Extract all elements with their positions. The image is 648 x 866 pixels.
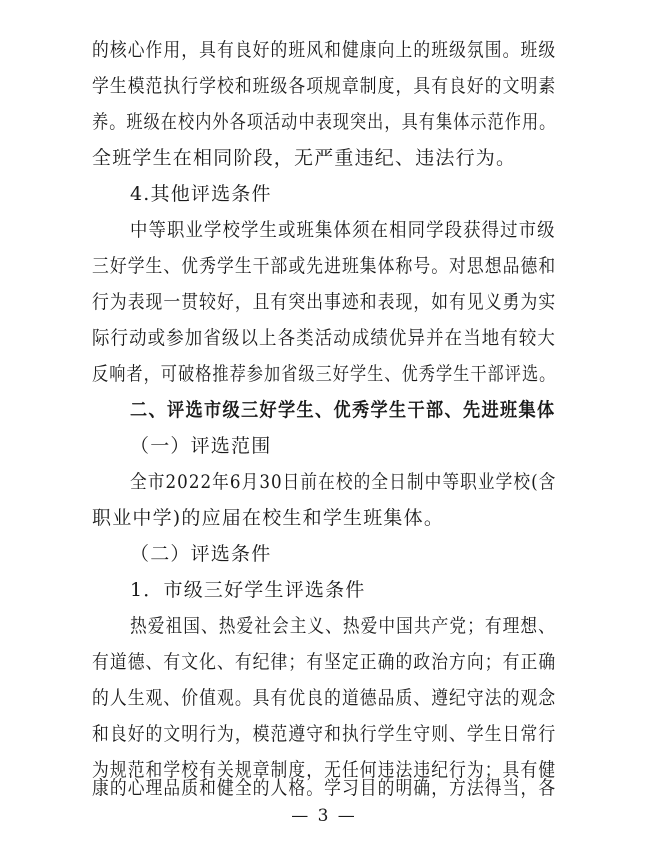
subsection-title: 4.其他评选条件 — [130, 183, 272, 205]
paragraph-start: 中等职业学校学生或班集体须在相同学段获得过市级 — [130, 219, 556, 241]
section-heading: 二、评选市级三好学生、优秀学生干部、先进班集体 — [130, 399, 556, 421]
paragraph-start: 全市2022年6月30日前在校的全日制中等职业学校(含 — [130, 471, 557, 493]
text-line: 行为表现一贯较好，且有突出事迹和表现，如有见义勇为实 — [92, 291, 557, 313]
text-line: 和良好的文明行为，模范遵守和执行学生守则、学生日常行 — [92, 723, 557, 745]
text-line: 的核心作用，具有良好的班风和健康向上的班级氛围。班级 — [92, 39, 557, 61]
text-line: 有道德、有文化、有纪律；有坚定正确的政治方向；有正确 — [92, 651, 557, 673]
subsection-title: （二）评选条件 — [130, 543, 272, 565]
text-line: 养。班级在校内外各项活动中表现突出，具有集体示范作用。 — [92, 111, 557, 133]
text-line: 的人生观、价值观。具有优良的道德品质、遵纪守法的观念 — [92, 687, 557, 709]
text-line: 际行动或参加省级以上各类活动成绩优异并在当地有较大 — [92, 327, 557, 349]
page-number: — 3 — — [291, 806, 357, 826]
text-line: 为规范和学校有关规章制度，无任何违法违纪行为；具有健 — [92, 759, 557, 781]
text-line: 三好学生、优秀学生干部或先进班集体称号。对思想品德和 — [92, 255, 557, 277]
text-line: 反响者，可破格推荐参加省级三好学生、优秀学生干部评选。 — [92, 363, 557, 385]
text-line: 学生模范执行学校和班级各项规章制度，具有良好的文明素 — [92, 75, 557, 97]
text-line: 康的心理品质和健全的人格。学习目的明确，方法得当，各 — [92, 777, 557, 799]
subsection-title: 1．市级三好学生评选条件 — [130, 579, 366, 601]
paragraph-start: 热爱祖国、热爱社会主义、热爱中国共产党；有理想、 — [130, 615, 556, 637]
text-line: 全班学生在相同阶段，无严重违纪、违法行为。 — [92, 147, 517, 169]
text-line: 职业中学)的应届在校生和学生班集体。 — [92, 507, 445, 529]
subsection-title: （一）评选范围 — [130, 435, 272, 457]
